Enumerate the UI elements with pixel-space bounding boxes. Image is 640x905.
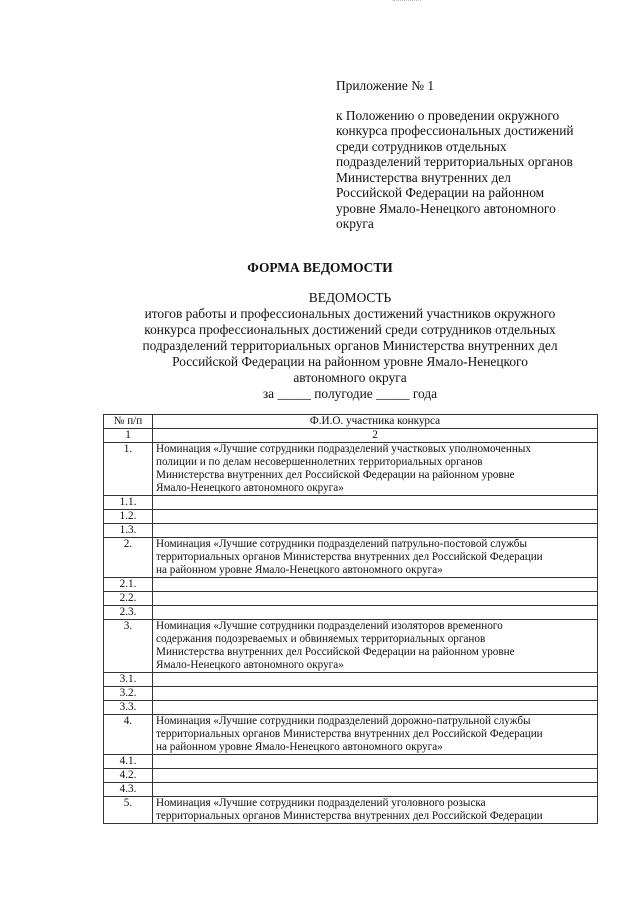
- table-row: [104, 606, 598, 620]
- nomination-text-line: на районном уровне Ямало-Ненецкого автономного округа»: [156, 564, 443, 576]
- header-name: Ф.И.О. участника конкурса: [153, 415, 598, 429]
- row-participant-cell[interactable]: [153, 578, 598, 592]
- row-number: 3.: [104, 620, 153, 673]
- nomination-text-line: территориальных органов Министерства внутренних дел Российской Федерации: [156, 728, 543, 740]
- nomination-text-line: Номинация «Лучшие сотрудники подразделений уголовного розыска: [156, 797, 486, 809]
- row-participant-cell[interactable]: [153, 783, 598, 797]
- column-number-1: 1: [104, 429, 153, 443]
- nomination-text-line: Министерства внутренних дел Российской Федерации на районном уровне: [156, 469, 515, 481]
- column-number-2: 2: [153, 429, 598, 443]
- table-row: [104, 755, 598, 769]
- annex-line: Российской Федерации на районном: [336, 185, 545, 200]
- row-participant-cell: [153, 715, 598, 755]
- vedomost-line: автономного округа: [293, 370, 407, 385]
- annex-line: округа: [336, 216, 374, 231]
- row-participant-cell[interactable]: [153, 687, 598, 701]
- table-row: [104, 538, 598, 578]
- row-number: 4.2.: [104, 769, 153, 783]
- row-participant-cell[interactable]: [153, 524, 598, 538]
- nomination-text-line: Ямало-Ненецкого автономного округа»: [156, 659, 344, 671]
- form-title: ФОРМА ВЕДОМОСТИ: [247, 260, 393, 275]
- row-number: 2.1.: [104, 578, 153, 592]
- nomination-text-line: Ямало-Ненецкого автономного округа»: [156, 482, 344, 494]
- row-number: 1.: [104, 443, 153, 496]
- row-number: 4.3.: [104, 783, 153, 797]
- vedomost-line: конкурса профессиональных достижений среди сотрудников отдельных: [144, 322, 556, 337]
- row-number: 4.1.: [104, 755, 153, 769]
- table-row: [104, 592, 598, 606]
- nomination-text-line: территориальных органов Министерства внутренних дел Российской Федерации: [156, 810, 543, 822]
- vedomost-line: подразделений территориальных органов Министерства внутренних дел: [142, 338, 558, 353]
- row-participant-cell[interactable]: [153, 755, 598, 769]
- row-participant-cell[interactable]: [153, 701, 598, 715]
- table-row: [104, 797, 598, 824]
- row-participant-cell[interactable]: [153, 510, 598, 524]
- vedomost-period-line: за _____ полугодие _____ года: [262, 386, 438, 401]
- table-row: [104, 673, 598, 687]
- annex-line: среди сотрудников отдельных: [336, 138, 507, 154]
- annex-line: к Положению о проведении окружного: [336, 107, 560, 123]
- nomination-text-line: полиции и по делам несовершеннолетних территориальных органов: [156, 456, 483, 468]
- nomination-text-line: Номинация «Лучшие сотрудники подразделений патрульно-постовой службы: [156, 538, 527, 550]
- table-row: [104, 687, 598, 701]
- row-participant-cell: [153, 797, 598, 824]
- vedomost-line: итогов работы и профессиональных достижений участников окружного: [144, 306, 556, 321]
- annex-block: [336, 78, 626, 232]
- row-number: 1.2.: [104, 510, 153, 524]
- row-number: 3.1.: [104, 673, 153, 687]
- row-number: 2.: [104, 538, 153, 578]
- nomination-text-line: территориальных органов Министерства внутренних дел Российской Федерации: [156, 551, 543, 563]
- table-row: [104, 510, 598, 524]
- header-number: № п/п: [104, 415, 153, 429]
- row-number: 1.1.: [104, 496, 153, 510]
- row-participant-cell[interactable]: [153, 592, 598, 606]
- table-row: [104, 783, 598, 797]
- table-row: [104, 620, 598, 673]
- row-number: 4.: [104, 715, 153, 755]
- row-participant-cell: [153, 538, 598, 578]
- row-number: 2.3.: [104, 606, 153, 620]
- table-row: [104, 769, 598, 783]
- row-participant-cell: [153, 620, 598, 673]
- table-column-number-row: [104, 429, 598, 443]
- table-row: [104, 524, 598, 538]
- table-row: [104, 701, 598, 715]
- row-number: 3.3.: [104, 701, 153, 715]
- table-row: [104, 578, 598, 592]
- scan-artifact: [393, 0, 421, 4]
- row-participant-cell[interactable]: [153, 673, 598, 687]
- table-row: [104, 715, 598, 755]
- row-number: 5.: [104, 797, 153, 824]
- vedomost-heading: ВЕДОМОСТЬ: [308, 290, 392, 305]
- nomination-text-line: Номинация «Лучшие сотрудники подразделений дорожно-патрульной службы: [156, 715, 531, 727]
- row-number: 3.2.: [104, 687, 153, 701]
- annex-line: конкурса профессиональных достижений: [336, 123, 574, 138]
- nomination-text-line: Номинация «Лучшие сотрудники подразделений изоляторов временного: [156, 620, 503, 632]
- annex-line: подразделений территориальных органов: [336, 154, 573, 169]
- vedomost-line: Российской Федерации на районном уровне Ямало-Ненецкого: [172, 354, 528, 369]
- vedomost-heading-block: [100, 290, 600, 402]
- annex-line: уровне Ямало-Ненецкого автономного: [336, 200, 556, 216]
- row-participant-cell[interactable]: [153, 606, 598, 620]
- nomination-text-line: Номинация «Лучшие сотрудники подразделений участковых уполномоченных: [156, 443, 531, 455]
- table-header-row: [104, 415, 598, 429]
- annex-title: Приложение № 1: [336, 78, 435, 93]
- nomination-text-line: содержания подозреваемых и обвиняемых территориальных органов: [156, 633, 486, 645]
- table-row: [104, 443, 598, 496]
- row-participant-cell[interactable]: [153, 496, 598, 510]
- row-number: 2.2.: [104, 592, 153, 606]
- annex-line: Министерства внутренних дел: [336, 169, 511, 185]
- results-table: [103, 414, 598, 824]
- row-number: 1.3.: [104, 524, 153, 538]
- nomination-text-line: на районном уровне Ямало-Ненецкого автономного округа»: [156, 741, 443, 753]
- nomination-text-line: Министерства внутренних дел Российской Федерации на районном уровне: [156, 646, 515, 658]
- table-row: [104, 496, 598, 510]
- row-participant-cell[interactable]: [153, 769, 598, 783]
- row-participant-cell: [153, 443, 598, 496]
